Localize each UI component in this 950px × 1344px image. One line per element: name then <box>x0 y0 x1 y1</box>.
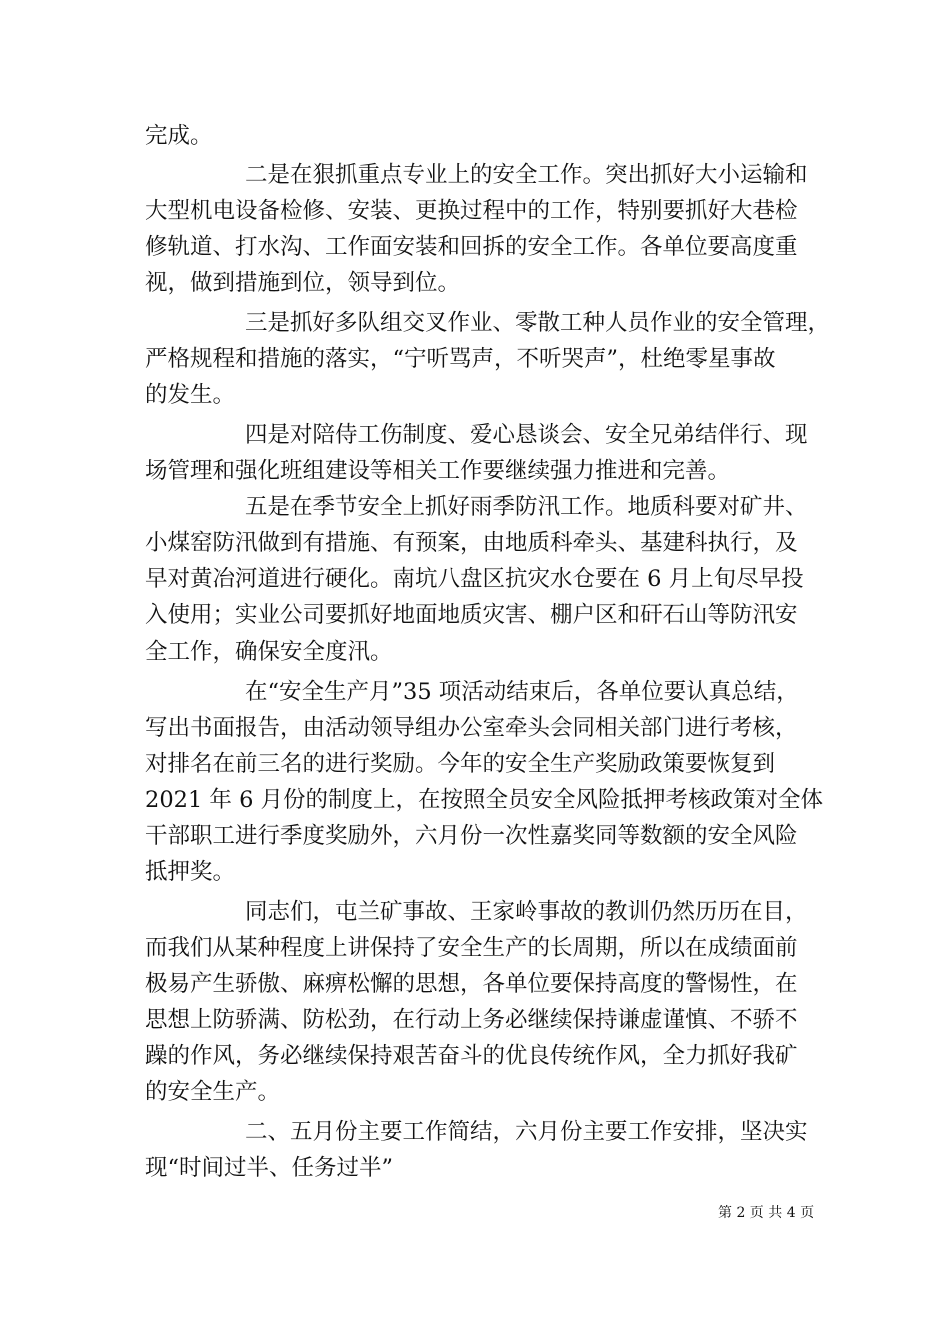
text-line: 极易产生骄傲、麻痹松懈的思想，各单位要保持高度的警惕性，在 <box>145 971 798 997</box>
text-line: 修轨道、打水沟、工作面安装和回拆的安全工作。各单位要高度重 <box>145 234 798 260</box>
text-line: 而我们从某种程度上讲保持了安全生产的长周期，所以在成绩面前 <box>145 935 798 961</box>
text-line: 入使用；实业公司要抓好地面地质灾害、棚户区和矸石山等防汛安 <box>145 602 798 628</box>
text-line: 场管理和强化班组建设等相关工作要继续强力推进和完善。 <box>145 458 731 484</box>
paragraph-first-line: 二是在狠抓重点专业上的安全工作。突出抓好大小运输和 <box>245 162 808 188</box>
paragraph-first-line: 同志们，屯兰矿事故、王家岭事故的教训仍然历历在目， <box>245 899 808 925</box>
text-line: 躁的作风，务必继续保持艰苦奋斗的优良传统作风，全力抓好我矿 <box>145 1043 798 1069</box>
text-line: 的安全生产。 <box>145 1079 281 1105</box>
text-line: 干部职工进行季度奖励外，六月份一次性嘉奖同等数额的安全风险 <box>145 823 798 849</box>
paragraph-first-line: 四是对陪侍工伤制度、爱心恳谈会、安全兄弟结伴行、现 <box>245 422 808 448</box>
text-line: 的发生。 <box>145 382 236 408</box>
text-line: 全工作，确保安全度汛。 <box>145 639 393 665</box>
text-line: 小煤窑防汛做到有措施、有预案，由地质科牵头、基建科执行，及 <box>145 530 798 556</box>
text-line: 对排名在前三名的进行奖励。今年的安全生产奖励政策要恢复到 <box>145 751 776 777</box>
text-line: 视，做到措施到位，领导到位。 <box>145 270 461 296</box>
text-line: 思想上防骄满、防松劲，在行动上务必继续保持谦虚谨慎、不骄不 <box>145 1007 798 1033</box>
text-line: 大型机电设备检修、安装、更换过程中的工作，特别要抓好大巷检 <box>145 198 798 224</box>
paragraph-first-line: 在“安全生产月”35 项活动结束后，各单位要认真总结， <box>245 679 799 705</box>
text-line: 完成。 <box>145 123 213 149</box>
text-line: 2021 年 6 月份的制度上，在按照全员安全风险抵押考核政策对全体 <box>145 787 824 813</box>
text-line: 抵押奖。 <box>145 859 236 885</box>
paragraph-first-line: 五是在季节安全上抓好雨季防汛工作。地质科要对矿井、 <box>245 494 808 520</box>
text-line: 严格规程和措施的落实，“宁听骂声，不听哭声”，杜绝零星事故 <box>145 346 776 372</box>
text-line: 早对黄冶河道进行硬化。南坑八盘区抗灾水仓要在 6 月上旬尽早投 <box>145 566 804 592</box>
section-heading-line: 二、五月份主要工作简结，六月份主要工作安排，坚决实 <box>245 1119 808 1145</box>
page-number-footer: 第 2 页 共 4 页 <box>718 1205 815 1221</box>
paragraph-first-line: 三是抓好多队组交叉作业、零散工种人员作业的安全管理， <box>245 310 831 336</box>
text-line: 写出书面报告，由活动领导组办公室牵头会同相关部门进行考核， <box>145 715 798 741</box>
section-heading-line: 现“时间过半、任务过半” <box>145 1155 394 1181</box>
